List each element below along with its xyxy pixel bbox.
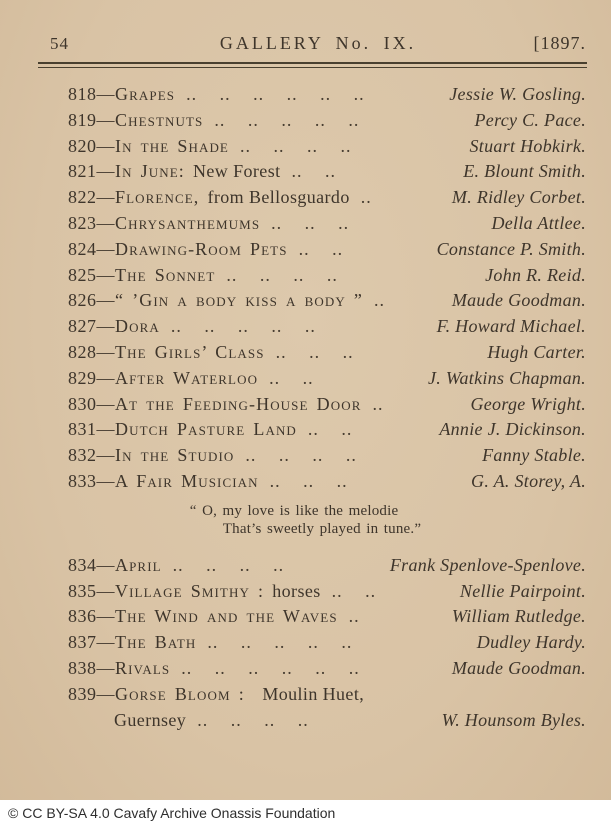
entry-artist: Hugh Carter. <box>487 341 586 362</box>
entry-artist: Percy C. Pace. <box>474 109 586 130</box>
entry-title <box>115 553 284 579</box>
entry-title-smallcaps: Chestnuts <box>115 109 204 130</box>
entry-title-smallcaps: In the Studio <box>115 445 235 466</box>
entry-number: 831— <box>68 419 115 440</box>
entry-title <box>115 417 352 443</box>
leader-dots: .. .. .. <box>275 341 354 362</box>
gallery-title: GALLERY No. IX. <box>219 33 417 53</box>
leader-dots: .. .. <box>331 580 377 601</box>
entry-artist: Maude Goodman. <box>451 290 586 311</box>
entry-title-smallcaps: “ ’Gin a body kiss a body ” <box>115 290 364 311</box>
entry-artist: Nellie Pairpoint. <box>459 580 586 601</box>
catalog-entry-row <box>68 108 586 134</box>
entry-title <box>115 579 376 605</box>
leader-dots: .. <box>372 393 384 414</box>
catalog-entry-row <box>68 159 586 185</box>
catalog-entry-row <box>68 630 586 656</box>
entry-artist: F. Howard Michael. <box>436 316 586 337</box>
entry-title-smallcaps: Florence, <box>115 187 208 208</box>
entry-artist: G. A. Storey, A. <box>471 470 586 491</box>
entry-title-plain: Moulin Huet, <box>252 683 365 704</box>
entry-artist: William Rutledge. <box>451 606 586 627</box>
entry-list-lower <box>68 553 586 734</box>
entry-title-smallcaps: Village Smithy : <box>115 580 273 601</box>
catalog-entry-row <box>68 579 586 605</box>
entry-title-smallcaps: A Fair Musician <box>115 470 259 491</box>
entry-number: 818— <box>68 84 115 104</box>
entry-number: 834— <box>68 554 115 575</box>
catalog-entry-row <box>68 366 586 392</box>
entry-number: 835— <box>68 580 115 601</box>
entry-title-smallcaps: Grapes <box>115 84 176 104</box>
catalog-entry-row <box>68 134 586 160</box>
leader-dots: .. .. .. .. .. <box>214 109 360 130</box>
entry-title <box>115 237 343 263</box>
entry-title <box>115 366 314 392</box>
entry-number: 830— <box>68 393 115 414</box>
leader-dots: .. <box>348 606 360 627</box>
catalog-entry-row <box>68 708 586 734</box>
license-text: © CC BY-SA 4.0 Cavafy Archive Onassis Foundation <box>8 805 336 821</box>
leader-dots: .. .. .. .. .. .. <box>181 657 360 678</box>
entry-title-smallcaps: In the Shade <box>115 135 229 156</box>
quote-line-2: That’s sweetly played in tune.” <box>222 521 422 538</box>
catalog-entry-row <box>68 417 586 443</box>
entry-title-smallcaps: After Waterloo <box>115 367 259 388</box>
entry-title <box>115 656 360 682</box>
entry-artist: George Wright. <box>470 393 586 414</box>
quote-line-1: “ O, my love is like the melodie <box>189 502 399 519</box>
entry-number: 839— <box>68 683 115 704</box>
entry-number: 823— <box>68 212 115 233</box>
entry-number: 826— <box>68 290 115 311</box>
entry-title <box>115 263 338 289</box>
entry-title <box>115 134 351 160</box>
entry-number: 838— <box>68 657 115 678</box>
catalog-entry-row <box>68 656 586 682</box>
entry-title <box>115 392 383 418</box>
entry-artist: Stuart Hobkirk. <box>469 135 586 156</box>
entry-title <box>115 340 354 366</box>
entry-title-smallcaps: Chrysanthemums <box>115 212 261 233</box>
entry-artist: Maude Goodman. <box>451 657 586 678</box>
entry-title-smallcaps: Drawing-Room Pets <box>115 238 288 259</box>
entry-artist: Frank Spenlove-Spenlove. <box>389 554 586 575</box>
entry-title-smallcaps: The Sonnet <box>115 264 216 285</box>
catalog-entry-row <box>68 211 586 237</box>
entry-artist: J. Watkins Chapman. <box>427 367 586 388</box>
entry-number: 836— <box>68 606 115 627</box>
entry-title-plain: Guernsey <box>114 709 187 730</box>
entry-title <box>115 682 364 708</box>
leader-dots: .. .. <box>269 367 314 388</box>
entry-number: 837— <box>68 632 115 653</box>
entry-list-upper <box>68 82 586 495</box>
catalog-entry-row <box>68 82 586 108</box>
year-label: [1897. <box>533 33 586 53</box>
entry-number: 819— <box>68 109 115 130</box>
entry-artist: E. Blount Smith. <box>463 161 586 182</box>
catalog-entry-row <box>68 443 586 469</box>
entry-title <box>115 630 352 656</box>
entry-title-smallcaps: Rivals <box>115 657 171 678</box>
license-bar <box>0 800 611 826</box>
catalog-entry-row <box>68 314 586 340</box>
entry-title-smallcaps: Gorse Bloom : <box>115 683 253 704</box>
leader-dots: .. .. .. .. .. <box>170 316 316 337</box>
leader-dots: .. <box>360 187 372 208</box>
entry-artist: Jessie W. Gosling. <box>449 84 586 104</box>
catalog-entry-row <box>68 340 586 366</box>
leader-dots: .. .. <box>298 238 344 259</box>
page-header <box>0 0 611 54</box>
entry-title <box>115 314 316 340</box>
entry-title <box>115 604 360 630</box>
page-number: 54 <box>50 34 69 53</box>
catalog-entry-row <box>68 263 586 289</box>
leader-dots: .. .. .. .. <box>239 135 352 156</box>
entry-title <box>114 708 309 734</box>
entry-number: 824— <box>68 238 115 259</box>
catalog-entry-row <box>68 288 586 314</box>
entry-artist: John R. Reid. <box>485 264 586 285</box>
entry-title-smallcaps: April <box>115 554 162 575</box>
entry-number: 820— <box>68 135 115 156</box>
catalog-entry-row <box>68 682 586 708</box>
entry-number: 832— <box>68 445 115 466</box>
entry-title <box>115 469 348 495</box>
entry-artist: Constance P. Smith. <box>436 238 586 259</box>
entry-artist: W. Hounsom Byles. <box>441 709 586 730</box>
catalog-entry-row <box>68 553 586 579</box>
entry-title <box>115 185 372 211</box>
leader-dots: .. .. <box>291 161 337 182</box>
entry-title <box>115 108 359 134</box>
entry-number: 833— <box>68 470 115 491</box>
entry-title <box>115 288 385 314</box>
double-rule <box>38 62 587 68</box>
entry-title-smallcaps: The Bath <box>115 632 197 653</box>
catalog-entry-row <box>68 392 586 418</box>
entry-title <box>115 159 336 185</box>
entry-number: 827— <box>68 316 115 337</box>
leader-dots: .. .. .. <box>269 470 348 491</box>
entry-title-plain: horses <box>272 580 321 601</box>
leader-dots: .. .. .. .. .. .. <box>186 84 365 104</box>
entry-title-smallcaps: At the Feeding-House Door <box>115 393 362 414</box>
leader-dots: .. .. .. .. <box>197 709 309 730</box>
entry-title-plain: from Bellosguardo <box>207 187 350 208</box>
leader-dots: .. .. .. .. <box>226 264 338 285</box>
entry-title-smallcaps: In June: <box>115 161 194 182</box>
entry-title <box>115 211 349 237</box>
quote-text <box>190 502 421 539</box>
entry-artist: Dudley Hardy. <box>476 632 586 653</box>
entry-artist: Fanny Stable. <box>482 445 586 466</box>
catalog-entry-row <box>68 185 586 211</box>
leader-dots: .. <box>374 290 386 311</box>
entry-title <box>115 443 357 469</box>
entry-title-smallcaps: The Wind and the Waves <box>115 606 338 627</box>
entry-title <box>115 82 365 108</box>
leader-dots: .. .. .. <box>271 212 350 233</box>
catalog-entry-row <box>68 469 586 495</box>
leader-dots: .. .. .. .. <box>172 554 285 575</box>
entry-artist: Annie J. Dickinson. <box>439 419 586 440</box>
entry-number: 821— <box>68 161 115 182</box>
entry-artist: Della Attlee. <box>491 212 586 233</box>
catalog-entry-row <box>68 604 586 630</box>
leader-dots: .. .. .. .. <box>245 445 357 466</box>
entry-artist: M. Ridley Corbet. <box>451 187 586 208</box>
entry-number: 822— <box>68 187 115 208</box>
entry-number: 825— <box>68 264 115 285</box>
entry-number: 829— <box>68 367 115 388</box>
entry-title-smallcaps: The Girls’ Class <box>115 341 265 362</box>
entry-title-smallcaps: Dutch Pasture Land <box>115 419 297 440</box>
leader-dots: .. .. .. .. .. <box>207 632 353 653</box>
entry-title-plain: New Forest <box>193 161 281 182</box>
entry-title-smallcaps: Dora <box>115 316 160 337</box>
leader-dots: .. .. <box>307 419 353 440</box>
catalog-entry-row <box>68 237 586 263</box>
quote-block <box>0 502 611 539</box>
entry-number: 828— <box>68 341 115 362</box>
